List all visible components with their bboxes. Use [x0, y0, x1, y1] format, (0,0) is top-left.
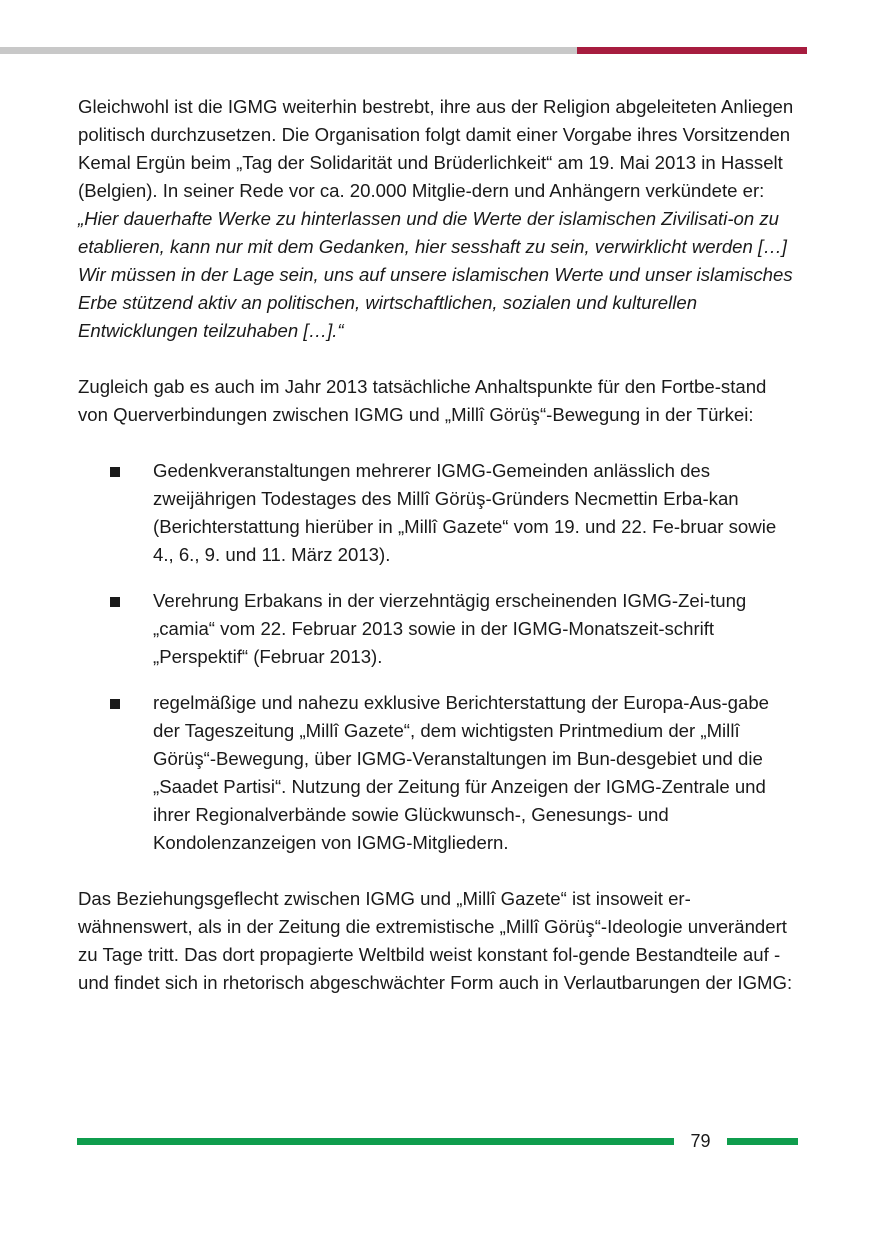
page-number: 79	[690, 1131, 711, 1151]
list-item	[78, 457, 800, 569]
list-item	[78, 587, 800, 671]
list-item	[78, 689, 800, 857]
square-bullet-icon	[110, 467, 120, 477]
header-rule-gray	[0, 47, 577, 54]
quote-block: „Hier dauerhafte Werke zu hinterlassen und die Werte der islamischen Zivilisati-on zu etablieren, kann nur mit dem Gedanken, hier sesshaft zu sein, verwirklicht werden […] Wir müssen in der Lage sein, uns auf unsere islamischen Werte und unser islamisches Erbe stützend aktiv an politischen, wirtschaftlichen, sozialen und kulturellen Entwicklungen teilzuhaben […].“	[78, 208, 793, 341]
evidence-list	[78, 457, 800, 857]
footer-rule-left	[77, 1138, 674, 1145]
list-item-text: Gedenkveranstaltungen mehrerer IGMG-Gemeinden anlässlich des zweijährigen Todestages des Millî Görüş-Gründers Necmettin Erba-kan (Berichterstattung hierüber in „Millî Gazete“ vom 19. und 22. Fe-bruar sowie 4., 6., 9. und 11. März 2013).	[153, 460, 777, 565]
paragraph-evidence: Zugleich gab es auch im Jahr 2013 tatsächliche Anhaltspunkte für den Fortbe-stand von Querverbindungen zwischen IGMG und „Millî Görüş“-Bewegung in der Türkei:	[78, 376, 767, 425]
page-content	[78, 93, 800, 997]
square-bullet-icon	[110, 597, 120, 607]
list-item-text: Verehrung Erbakans in der vierzehntägig erscheinenden IGMG-Zei-tung „camia“ vom 22. Februar 2013 sowie in der IGMG-Monatszeit-schrift „Perspektif“ (Februar 2013).	[153, 590, 747, 667]
footer-rule-right	[727, 1138, 798, 1145]
paragraph-intro: Gleichwohl ist die IGMG weiterhin bestrebt, ihre aus der Religion abgeleiteten Anliegen politisch durchzusetzen. Die Organisation folgt damit einer Vorgabe ihres Vorsitzenden Kemal Ergün beim „Tag der Solidarität und Brüderlichkeit“ am 19. Mai 2013 in Hasselt (Belgien). In seiner Rede vor ca. 20.000 Mitglie-dern und Anhängern verkündete er:	[78, 96, 794, 201]
list-item-text: regelmäßige und nahezu exklusive Berichterstattung der Europa-Aus-gabe der Tageszeitung „Millî Gazete“, dem wichtigsten Printmedium der „Millî Görüş“-Bewegung, über IGMG-Veranstaltungen im Bun-desgebiet und die „Saadet Partisi“. Nutzung der Zeitung für Anzeigen der IGMG-Zentrale und ihrer Regionalverbände sowie Glückwunsch-, Genesungs- und Kondolenzanzeigen von IGMG-Mitgliedern.	[153, 692, 770, 853]
header-rule-red	[577, 47, 807, 54]
paragraph-conclusion: Das Beziehungsgeflecht zwischen IGMG und „Millî Gazete“ ist insoweit er-wähnenswert, als in der Zeitung die extremistische „Millî Görüş“-Ideologie unverändert zu Tage tritt. Das dort propagierte Weltbild weist konstant fol-gende Bestandteile auf - und findet sich in rhetorisch abgeschwächter Form auch in Verlautbarungen der IGMG:	[78, 888, 793, 993]
square-bullet-icon	[110, 699, 120, 709]
